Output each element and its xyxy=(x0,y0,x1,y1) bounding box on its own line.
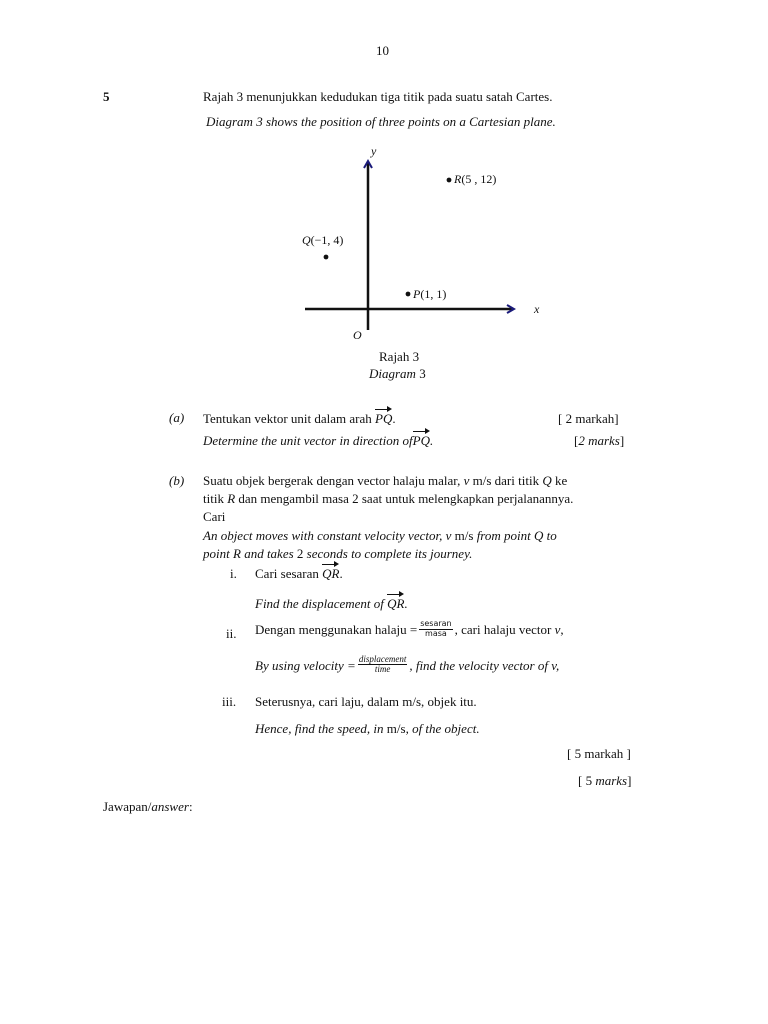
question-intro-ms: Rajah 3 menunjukkan kedudukan tiga titik pada suatu satah Cartes. xyxy=(203,89,553,104)
point-q-label: Q(−1, 4) xyxy=(302,233,344,247)
part-a-text-ms: Tentukan vektor unit dalam arah PQ. xyxy=(203,408,396,427)
sub-ii-text-en: By using velocity = $\frac{\text{displacement}}{\text{time}}$ , find the velocity vector of v, xyxy=(255,654,560,675)
point-q-dot xyxy=(324,255,329,260)
sub-ii-text-ms: Dengan menggunakan halaju = $\frac{\text{sesaran}}{\text{masa}}$ , cari halaju vector v, xyxy=(255,619,564,638)
x-axis-label: x xyxy=(534,302,540,316)
point-r-dot xyxy=(447,178,452,183)
part-b-line2-ms: titik R dan mengambil masa 2 saat untuk melengkapkan perjalanannya. xyxy=(203,491,574,506)
part-b-line1-ms: Suatu objek bergerak dengan vector halaju malar, v m/s dari titik Q ke xyxy=(203,473,568,488)
answer-label: Jawapan/answer: xyxy=(103,799,193,814)
page-number: 10 xyxy=(376,43,389,58)
part-b-line2-en: point R and takes 2 seconds to complete its journey. xyxy=(203,546,473,561)
y-axis-label: y xyxy=(371,144,377,158)
sub-ii-number: ii. xyxy=(226,626,237,641)
sub-iii-text-en: Hence, find the speed, in m/s, of the object. xyxy=(255,721,480,736)
diagram-caption-en: Diagram 3 xyxy=(369,366,426,381)
point-r-label: R(5 , 12) xyxy=(454,172,497,186)
part-a-marks-en: [2 marks] xyxy=(574,433,625,448)
origin-label: O xyxy=(353,328,362,342)
part-a-marks-ms: [ 2 markah] xyxy=(558,411,619,426)
sub-i-number: i. xyxy=(230,566,237,581)
sub-iii-number: iii. xyxy=(222,694,237,709)
velocity-fraction-en: $\frac{\text{displacement}}{\text{time}}$ xyxy=(358,654,407,675)
part-b-line3-ms: Cari xyxy=(203,509,226,524)
diagram-caption-ms: Rajah 3 xyxy=(379,349,420,364)
velocity-fraction-ms: $\frac{\text{sesaran}}{\text{masa}}$ xyxy=(420,619,452,638)
part-b-marks-en: [ 5 marks] xyxy=(578,773,632,788)
sub-i-text-en: Find the displacement of QR. xyxy=(255,593,408,612)
question-intro-en: Diagram 3 shows the position of three points on a Cartesian plane. xyxy=(206,114,556,129)
part-b-marks-ms: [ 5 markah ] xyxy=(567,746,631,761)
part-b-line1-en: An object moves with constant velocity vector, v m/s from point Q to xyxy=(203,528,557,543)
question-number: 5 xyxy=(103,89,110,104)
part-a-text-en: Determine the unit vector in direction ofPQ. xyxy=(203,430,433,449)
part-a-label: (a) xyxy=(169,410,185,425)
cartesian-diagram xyxy=(0,140,768,380)
sub-iii-text-ms: Seterusnya, cari laju, dalam m/s, objek itu. xyxy=(255,694,477,709)
point-p-dot xyxy=(406,292,411,297)
point-p-label: P(1, 1) xyxy=(413,287,447,301)
sub-i-text-ms: Cari sesaran QR. xyxy=(255,563,343,582)
part-b-label: (b) xyxy=(169,473,185,488)
